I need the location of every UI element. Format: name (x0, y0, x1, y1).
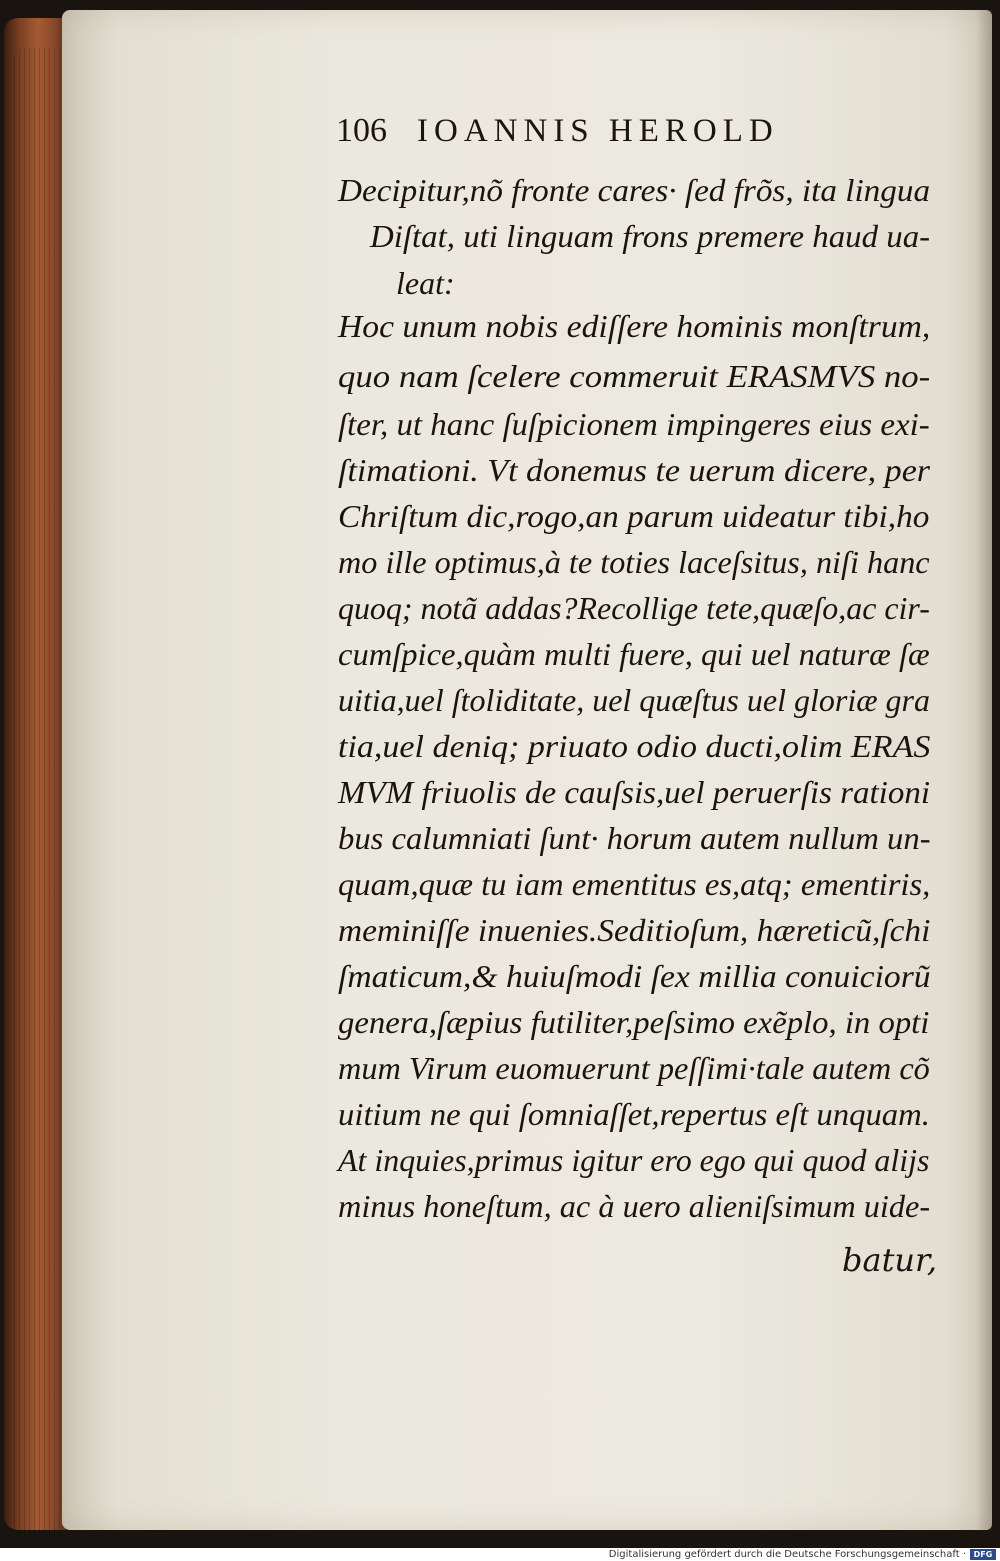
text-line: Chriſtum dic,rogo,an parum uideatur tibi,ho (338, 498, 930, 534)
text-line: ſmaticum,& huiuſmodi ſex millia conuiciorũ (338, 958, 931, 994)
text-line: quo nam ſcelere commeruit ERASMVS no- (338, 358, 931, 394)
text-line: genera,ſæpius futiliter,peſsimo exẽplo, in opti (338, 1004, 930, 1040)
text-line: ſtimationi. Vt donemus te uerum dicere, per (338, 452, 931, 488)
catchword: batur, (842, 1241, 937, 1279)
text-line: meminiſſe inuenies.Seditioſum, hæreticũ,ſchi (338, 912, 931, 948)
text-line: uitia,uel ſtoliditate, uel quæſtus uel gloriæ gra (338, 682, 930, 718)
text-line: leat: (396, 265, 455, 301)
text-line: Decipitur,nõ fronte cares· ſed frõs, ita lingua (338, 172, 931, 208)
text-line: minus honeſtum, ac à uero alieniſsimum uide- (338, 1188, 931, 1224)
page-number: 106 (336, 112, 387, 149)
book-fore-edge (4, 18, 66, 1530)
text-line: bus calumniati ſunt· horum autem nullum un- (338, 820, 931, 856)
digitization-credit: Digitalisierung gefördert durch die Deutsche Forschungsgemeinschaft · (608, 1549, 966, 1560)
text-line: quam,quæ tu iam ementitus es,atq; ementiris, (338, 866, 931, 902)
running-head (336, 112, 936, 150)
text-line: At inquies,primus igitur ero ego qui quod alijs (338, 1142, 930, 1178)
running-head-title: IOANNIS HEROLD (417, 113, 779, 149)
text-line: Hoc unum nobis ediſſere hominis monſtrum, (338, 308, 931, 344)
text-line: Diſtat, uti linguam frons premere haud ua- (370, 218, 931, 254)
text-line: uitium ne qui ſomniaſſet,repertus eſt unquam. (338, 1096, 930, 1132)
text-line: MVM friuolis de cauſsis,uel peruerſis rationi (338, 774, 930, 810)
text-line: tia,uel deniq; priuato odio ducti,olim ERAS (338, 728, 931, 764)
text-line: quoq; notã addas?Recollige tete,quæſo,ac cir- (338, 590, 930, 626)
text-line: cumſpice,quàm multi fuere, qui uel naturæ ſæ (338, 636, 930, 672)
page-edges-texture (14, 48, 62, 1538)
footer-strip (0, 1548, 1000, 1561)
text-line: ſter, ut hanc ſuſpicionem impingeres eius exi- (338, 406, 930, 442)
text-line: mo ille optimus,à te toties laceſsitus, niſi hanc (338, 544, 930, 580)
dfg-logo: DFG (970, 1549, 996, 1560)
text-line: mum Virum euomuerunt peſſimi·tale autem cõ (338, 1050, 930, 1086)
gutter-shadow (976, 10, 992, 1530)
